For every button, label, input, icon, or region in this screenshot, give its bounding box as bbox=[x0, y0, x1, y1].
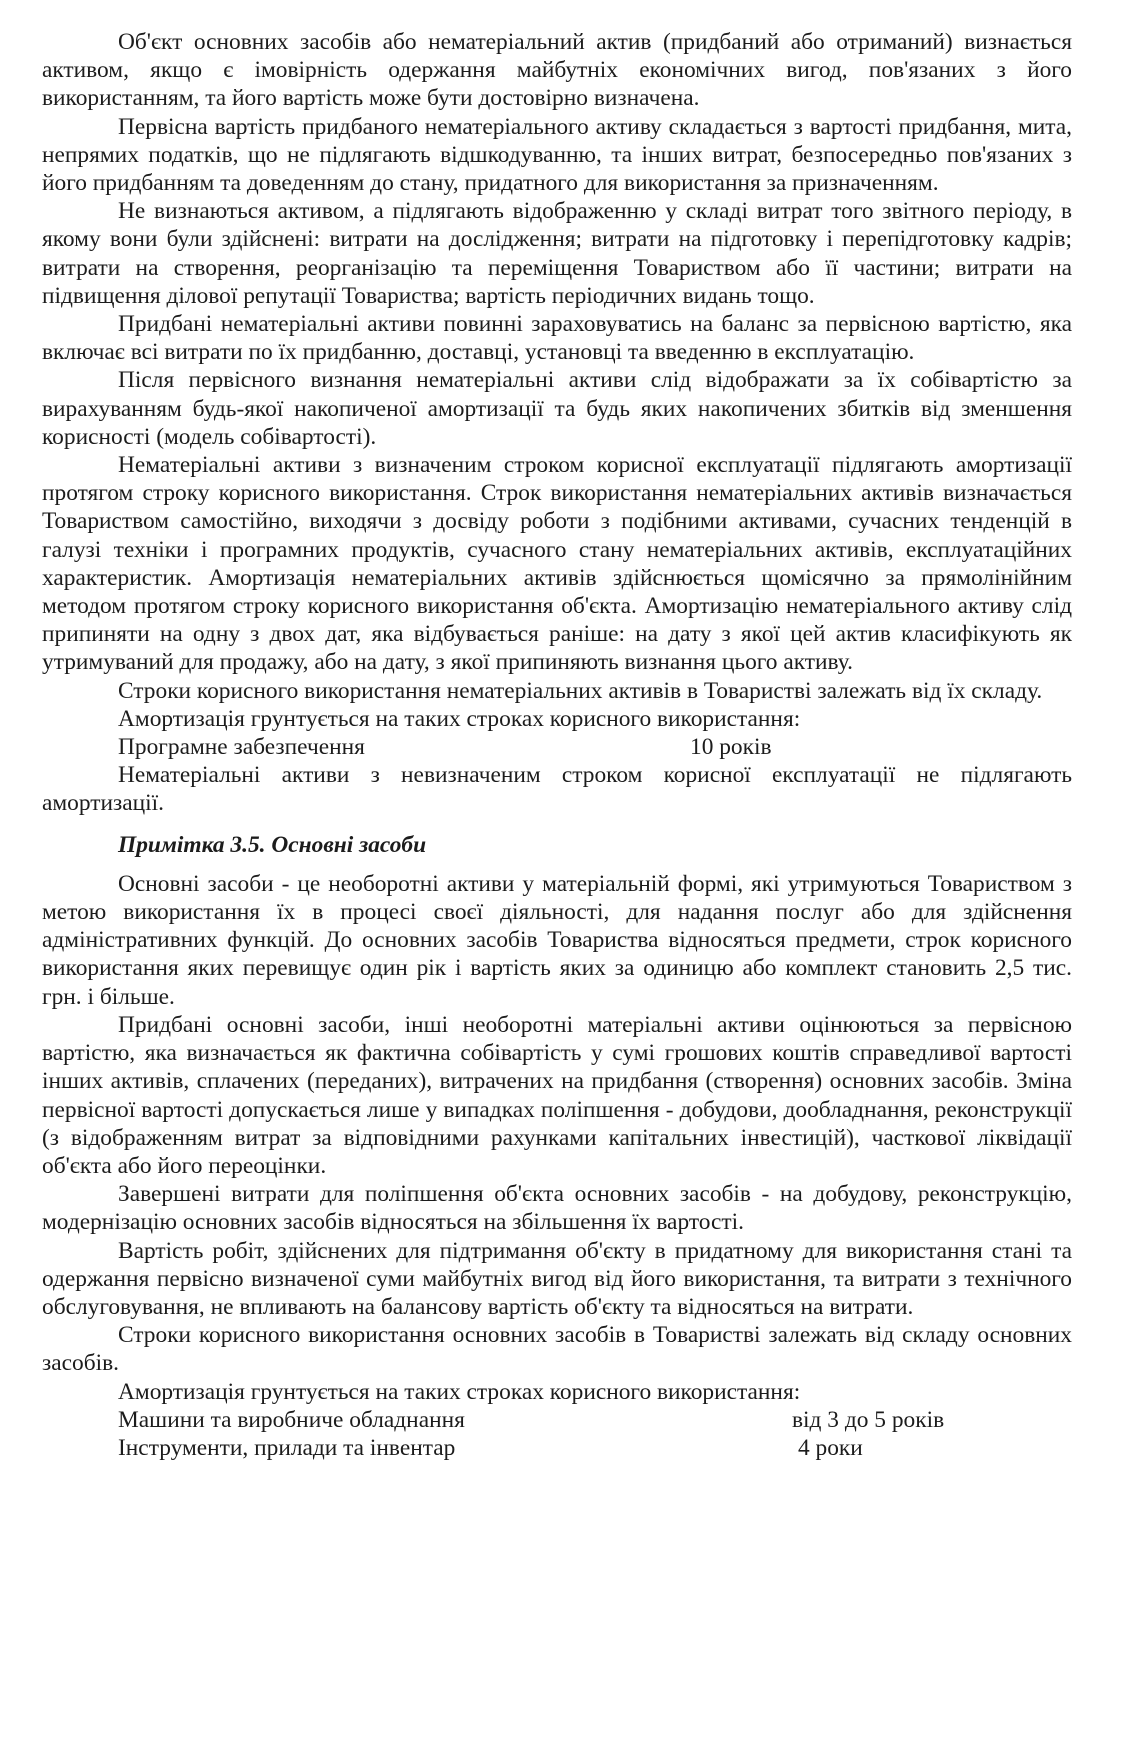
paragraph: Вартість робіт, здійснених для підтримання об'єкту в придатному для використання стані та одержання первісно визначеної суми майбутніх вигод від його використання, та витрати з технічного обслуговування, не впливають на балансову вартість об'єкту та відносяться на витрати. bbox=[42, 1237, 1072, 1320]
useful-life-value: 10 років bbox=[690, 734, 772, 761]
paragraph: Основні засоби - це необоротні активи у матеріальній формі, які утримуються Товариством з метою використання їх в процесі своєї діяльності, для надання послуг або для здійснення адміністративних функцій. До основних засобів Товариства відносяться предмети, строк корисного використання яких перевищує один рік і вартість яких за одиницю або комплект становить 2,5 тис. грн. і більше. bbox=[42, 870, 1072, 1010]
paragraph: Придбані основні засоби, інші необоротні матеріальні активи оцінюються за первісною вартістю, яка визначається як фактична собівартість у сумі грошових коштів справедливої вартості інших активів, сплачених (переданих), витрачених на придбання (створення) основних засобів. Зміна первісної вартості допускається лише у випадках поліпшення - добудови, дообладнання, реконструкції (з відображенням витрат за відповідними рахунками капітальних інвестицій), часткової ліквідації об'єкта або його переоцінки. bbox=[42, 1011, 1072, 1179]
paragraph: Строки корисного використання нематеріальних активів в Товаристві залежать від їх складу. bbox=[118, 677, 1043, 704]
paragraph: Нематеріальні активи з невизначеним строком корисної експлуатації не підлягають амортизації. bbox=[42, 762, 1072, 817]
asset-category-label: Інструменти, прилади та інвентар bbox=[118, 1434, 456, 1461]
paragraph: Первісна вартість придбаного нематеріального активу складається з вартості придбання, мита, непрямих податків, що не підлягають відшкодуванню, та інших витрат, безпосередньо пов'язаних з його придбанням та доведенням до стану, придатного для використання за призначенням. bbox=[42, 113, 1072, 197]
document-page bbox=[42, 28, 1072, 1462]
paragraph: Амортизація грунтується на таких строках корисного використання: bbox=[118, 1378, 801, 1405]
asset-category-label: Програмне забезпечення bbox=[118, 734, 365, 761]
paragraph: Не визнаються активом, а підлягають відображенню у складі витрат того звітного періоду, в якому вони були здійснені: витрати на дослідження; витрати на підготовку і перепідготовку кадрів; витрати на створення, реорганізацію та переміщення Товариством або її частини; витрати на підвищення ділової репутації Товариства; вартість періодичних видань тощо. bbox=[42, 198, 1072, 309]
paragraph: Амортизація грунтується на таких строках корисного використання: bbox=[118, 705, 801, 732]
paragraph: Придбані нематеріальні активи повинні зараховуватись на баланс за первісною вартістю, яка включає всі витрати по їх придбанню, доставці, установці та введенню в експлуатацію. bbox=[42, 311, 1072, 366]
amortization-rate-row bbox=[42, 733, 1072, 761]
paragraph: Об'єкт основних засобів або нематеріальний актив (придбаний або отриманий) визнається активом, якщо є імовірність одержання майбутніх економічних вигод, пов'язаних з його використанням, та його вартість може бути достовірно визначена. bbox=[42, 29, 1072, 112]
paragraph: Строки корисного використання основних засобів в Товаристві залежать від складу основних засобів. bbox=[42, 1322, 1072, 1377]
useful-life-value: 4 роки bbox=[798, 1434, 863, 1461]
amortization-rate-row bbox=[42, 1406, 1072, 1434]
asset-category-label: Машини та виробниче обладнання bbox=[118, 1406, 465, 1433]
section-heading: Примітка 3.5. Основні засоби bbox=[118, 831, 427, 858]
useful-life-value: від 3 до 5 років bbox=[792, 1406, 945, 1433]
amortization-rate-row bbox=[42, 1434, 1072, 1462]
paragraph: Нематеріальні активи з визначеним строком корисної експлуатації підлягають амортизації протягом строку корисного використання. Строк використання нематеріальних активів визначається Товариством самостійно, виходячи з досвіду роботи з подібними активами, сучасних тенденцій в галузі техніки і програмних продуктів, сучасного стану нематеріальних активів, експлуатаційних характеристик. Амортизація нематеріальних активів здійснюється щомісячно за прямолінійним методом протягом строку корисного використання об'єкта. Амортизацію нематеріального активу слід припиняти на одну з двох дат, яка відбувається раніше: на дату з якої цей актив класифікують як утримуваний для продажу, або на дату, з якої припиняють визнання цього активу. bbox=[42, 452, 1072, 676]
paragraph: Завершені витрати для поліпшення об'єкта основних засобів - на добудову, реконструкцію, модернізацію основних засобів відносяться на збільшення їх вартості. bbox=[42, 1181, 1072, 1236]
paragraph: Після первісного визнання нематеріальні активи слід відображати за їх собівартістю за вирахуванням будь-якої накопиченої амортизації та будь яких накопичених збитків від зменшення корисності (модель собівартості). bbox=[42, 367, 1072, 450]
